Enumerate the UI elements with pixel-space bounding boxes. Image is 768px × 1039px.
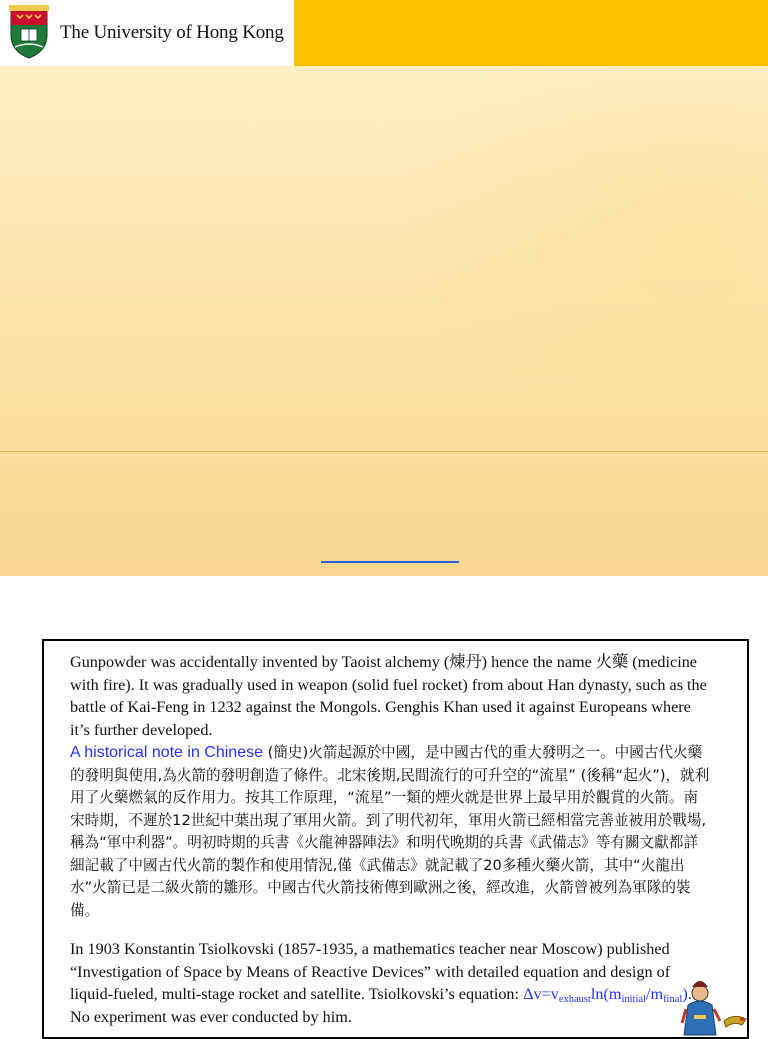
paragraph-tsiolkovski <box>70 938 695 1028</box>
slide-link-underline[interactable] <box>321 561 459 563</box>
university-name: The University of Hong Kong <box>60 22 284 43</box>
equation-ln: ln(m <box>590 985 622 1003</box>
equation-sub-final: final <box>663 994 683 1005</box>
warrior-illustration-icon <box>680 975 749 1039</box>
document-box <box>42 639 749 1039</box>
equation-close: ) <box>682 985 688 1003</box>
tsiolkovski-tail: . No experiment was ever conducted by him. <box>70 985 692 1026</box>
historical-note-link[interactable]: A historical note in Chinese <box>70 744 263 761</box>
equation-slash: /m <box>645 985 664 1003</box>
tsiolkovski-text: In 1903 Konstantin Tsiolkovski (1857-1935, a mathematics teacher near Moscow) published “Investigation of Space by Means of Reactive Devices” with detailed equation and design of liquid-fueled, multi-stage rocket and satellite. Tsiolkovski’s equation: <box>70 940 671 1003</box>
paragraph-gunpowder: Gunpowder was accidentally invented by Taoist alchemy (煉丹) hence the name 火藥 (medicine with fire). It was gradually used in weapon (solid fuel rocket) from about Han dynasty, such as the battle of Kai-Feng in 1232 against the Mongols. Genghis Khan used it against Europeans where it’s further developed. <box>70 653 707 739</box>
equation-sub-initial: initial <box>621 994 646 1005</box>
chinese-history-text: (簡史)火箭起源於中國，是中國古代的重大發明之一。中國古代火藥的發明與使用,為火箭的發明創造了條件。北宋後期,民間流行的可升空的“流星” (後稱“起火”)，就利用了火藥燃氣的反作用力。按其工作原理，“流星”一類的煙火就是世界上最早用於觀賞的火箭。南宋時期，不遲於12世紀中葉出現了軍用火箭。到了明代初年，軍用火箭已經相當完善並被用於戰場,稱為“軍中利器”。明初時期的兵書《火龍神器陣法》和明代晚期的兵書《武備志》等有關文獻都詳細記載了中國古代火箭的製作和使用情況,僅《武備志》就記載了20多種火藥火箭，其中“火龍出水”火箭已是二級火箭的雛形。中國古代火箭技術傳到歐洲之後，經改進，火箭曾被列為軍隊的裝備。 <box>70 744 710 919</box>
university-crest-icon <box>9 5 49 59</box>
university-brand <box>0 0 294 66</box>
rocket-equation <box>523 985 688 1003</box>
equation-sub-exhaust: exhaust <box>558 994 591 1005</box>
equation-dv: Δv=v <box>523 985 559 1003</box>
slide-divider <box>0 451 768 452</box>
paragraph-chinese-history <box>70 742 710 922</box>
